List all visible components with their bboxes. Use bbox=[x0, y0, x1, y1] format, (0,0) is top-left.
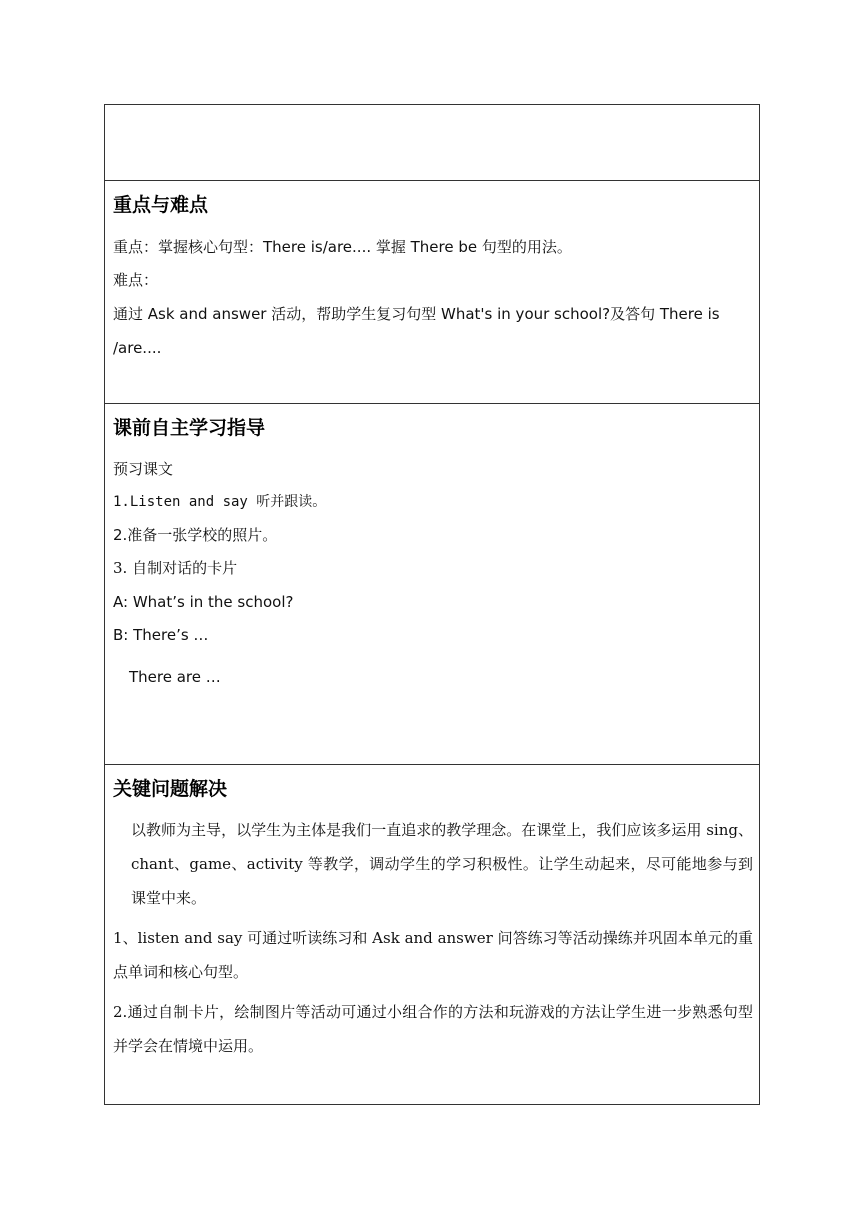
preview-item-2: 2.准备一张学校的照片。 bbox=[113, 526, 278, 544]
dialogue-line-b: B: There’s … bbox=[113, 626, 209, 644]
preview-section bbox=[105, 403, 759, 764]
difficulty-line: 通过 Ask and answer 活动，帮助学生复习句型 What's in your school?及答句 There is bbox=[113, 305, 720, 323]
dialogue-line-a: A: What’s in the school? bbox=[113, 593, 294, 611]
key-point-line: 重点：掌握核心句型：There is/are.... 掌握 There be 句型的用法。 bbox=[113, 238, 572, 256]
solutions-paragraph-2: 1、listen and say 可通过听读练习和 Ask and answer 问答练习等活动操练并巩固本单元的重点单词和核心句型。 bbox=[113, 929, 753, 981]
preview-item-1: 1.Listen and say 听并跟读。 bbox=[113, 494, 327, 510]
key-points-section bbox=[105, 180, 759, 403]
section-title: 关键问题解决 bbox=[113, 778, 228, 800]
lesson-plan-table bbox=[104, 104, 760, 1105]
preview-item-3: 3. 自制对话的卡片 bbox=[113, 559, 238, 577]
empty-row bbox=[105, 105, 759, 180]
section-title: 课前自主学习指导 bbox=[113, 417, 266, 439]
difficulty-line-continued: /are.... bbox=[113, 339, 162, 357]
difficulty-label: 难点： bbox=[113, 271, 159, 289]
solutions-paragraph-1: 以教师为主导，以学生为主体是我们一直追求的教学理念。在课堂上，我们应该多运用 sing、chant、game、activity 等教学，调动学生的学习积极性。让学生动起来，尽可能地参与到课堂中来。 bbox=[131, 821, 753, 907]
preview-line: 预习课文 bbox=[113, 460, 174, 478]
section-title: 重点与难点 bbox=[113, 194, 209, 216]
dialogue-line-b2: There are … bbox=[129, 668, 221, 686]
solutions-section bbox=[105, 764, 759, 1104]
solutions-paragraph-3: 2.通过自制卡片，绘制图片等活动可通过小组合作的方法和玩游戏的方法让学生进一步熟悉句型并学会在情境中运用。 bbox=[113, 1003, 753, 1055]
